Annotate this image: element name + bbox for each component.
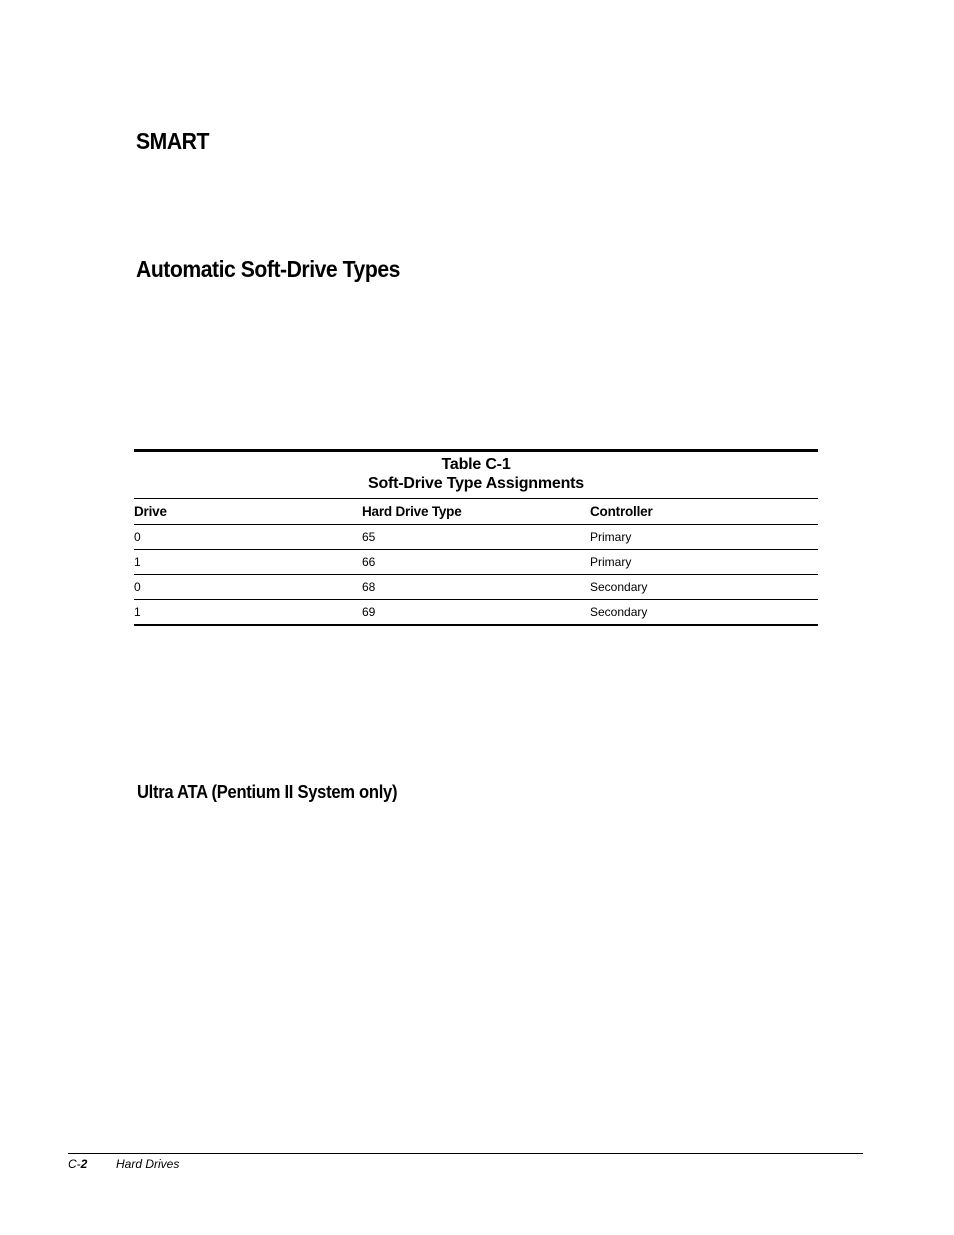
table-caption-title: Soft-Drive Type Assignments [368,475,584,492]
cell-controller: Primary [590,555,632,569]
column-header-hard-drive-type: Hard Drive Type [362,504,462,519]
table-header-row [134,499,818,524]
footer-page-digit: 2 [80,1157,88,1171]
footer-rule [68,1153,863,1154]
table-caption-number: Table C-1 [441,456,511,473]
column-header-drive: Drive [134,504,167,519]
cell-drive: 1 [134,605,141,619]
table-row [134,550,818,574]
cell-drive: 0 [134,580,141,594]
footer-page-number [68,1157,87,1171]
footer-section-title: Hard Drives [116,1157,180,1171]
soft-drive-table [134,449,818,626]
heading-automatic-soft-drive-types: Automatic Soft-Drive Types [136,256,400,282]
cell-hard-drive-type: 66 [362,555,376,569]
cell-hard-drive-type: 69 [362,605,376,619]
cell-drive: 1 [134,555,141,569]
heading-ultra-ata: Ultra ATA (Pentium II System only) [137,782,398,802]
cell-drive: 0 [134,530,141,544]
footer-page-prefix: C- [68,1157,81,1171]
cell-controller: Secondary [590,580,648,594]
cell-controller: Secondary [590,605,648,619]
heading-smart: SMART [136,128,209,154]
cell-hard-drive-type: 65 [362,530,376,544]
table-caption [134,452,818,498]
cell-controller: Primary [590,530,632,544]
table-row [134,575,818,599]
column-header-controller: Controller [590,504,653,519]
table-row [134,525,818,549]
table-row [134,600,818,624]
cell-hard-drive-type: 68 [362,580,376,594]
table-bottom-rule [134,624,818,626]
